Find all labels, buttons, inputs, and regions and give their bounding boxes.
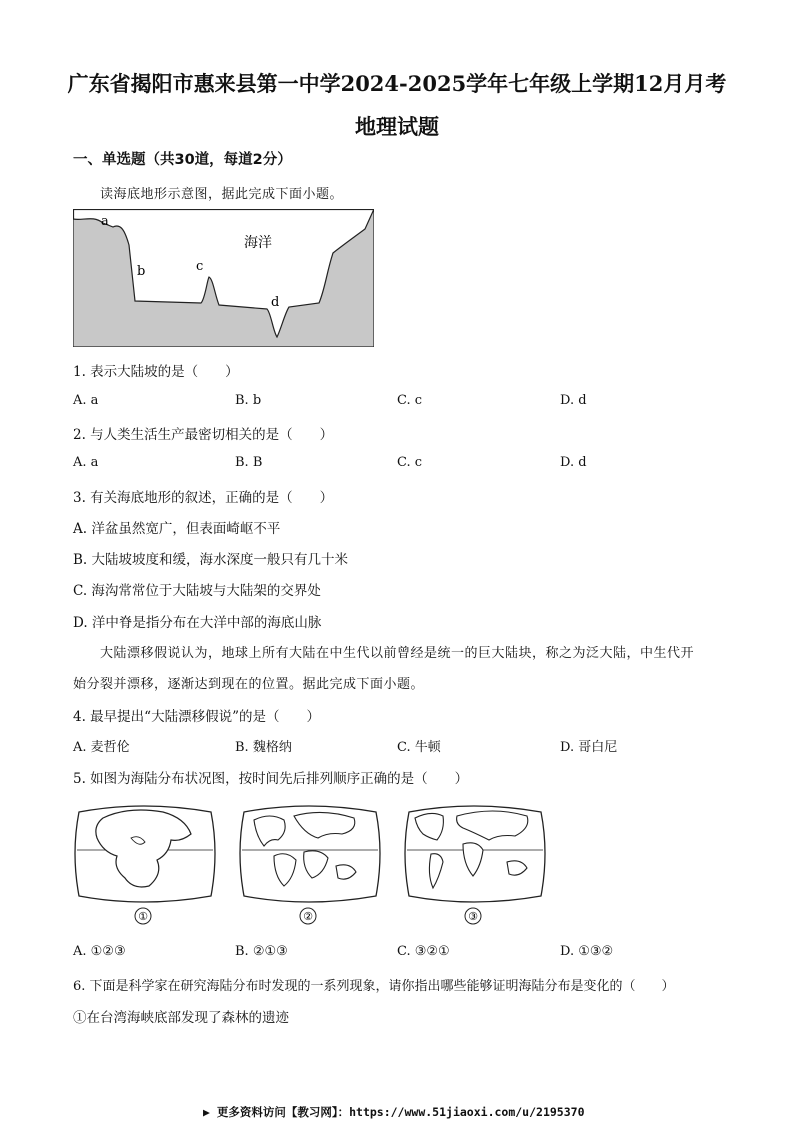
- map-3: [405, 806, 545, 924]
- map-2-label: ②: [303, 910, 313, 923]
- label-c: c: [196, 259, 204, 274]
- map-1-label: ①: [138, 910, 148, 923]
- q4-option-a[interactable]: A. 麦哲伦: [73, 740, 130, 755]
- map-3-label: ③: [468, 910, 478, 923]
- q6-item-1: ①在台湾海峡底部发现了森林的遗迹: [73, 1010, 289, 1026]
- question-4: 4. 最早提出“大陆漂移假说”的是（ ）: [73, 709, 320, 725]
- q2-option-d[interactable]: D. d: [560, 455, 587, 470]
- intro-text-2a: 大陆漂移假说认为，地球上所有大陆在中生代以前曾经是统一的巨大陆块，称之为泛大陆，中生代开: [100, 646, 695, 661]
- q1-option-c[interactable]: C. c: [397, 393, 423, 408]
- question-5: 5. 如图为海陆分布状况图，按时间先后排列顺序正确的是（ ）: [73, 771, 469, 787]
- q5-option-c[interactable]: C. ③②①: [397, 944, 450, 959]
- page-subtitle: 地理试题: [355, 114, 439, 139]
- question-1: 1. 表示大陆坡的是（ ）: [73, 364, 239, 380]
- question-3: 3. 有关海底地形的叙述，正确的是（ ）: [73, 490, 334, 506]
- q4-option-c[interactable]: C. 牛顿: [397, 740, 441, 755]
- q2-option-a[interactable]: A. a: [73, 455, 99, 470]
- page-title: 广东省揭阳市惠来县第一中学2024-2025学年七年级上学期12月月考: [67, 71, 727, 96]
- label-a: a: [101, 214, 109, 229]
- question-6: 6. 下面是科学家在研究海陆分布时发现的一系列现象，请你指出哪些能够证明海陆分布是变化的（ ）: [73, 979, 675, 994]
- map-1: [75, 806, 215, 924]
- intro-text: 读海底地形示意图，据此完成下面小题。: [100, 187, 344, 202]
- label-b: b: [137, 264, 146, 279]
- question-2: 2. 与人类生活生产最密切相关的是（ ）: [73, 427, 334, 443]
- ocean-label: 海洋: [244, 235, 272, 251]
- q3-option-a[interactable]: A. 洋盆虽然宽广，但表面崎岖不平: [73, 521, 281, 537]
- q2-option-c[interactable]: C. c: [397, 455, 423, 470]
- q5-option-b[interactable]: B. ②①③: [235, 944, 288, 959]
- footer-link[interactable]: ▶ 更多资料访问【教习网】：https://www.51jiaoxi.com/u/2195370: [203, 1105, 585, 1119]
- map-2: [240, 806, 380, 924]
- q1-option-b[interactable]: B. b: [235, 393, 262, 408]
- seabed-diagram: [73, 209, 374, 347]
- q1-option-a[interactable]: A. a: [73, 393, 99, 408]
- q4-option-d[interactable]: D. 哥白尼: [560, 740, 618, 755]
- q5-option-d[interactable]: D. ①③②: [560, 944, 614, 959]
- q3-option-c[interactable]: C. 海沟常常位于大陆坡与大陆架的交界处: [73, 583, 321, 599]
- q5-option-a[interactable]: A. ①②③: [73, 944, 126, 959]
- q4-option-b[interactable]: B. 魏格纳: [235, 740, 292, 755]
- continent-maps: [73, 798, 553, 928]
- q1-option-d[interactable]: D. d: [560, 393, 587, 408]
- intro-text-2b: 始分裂并漂移，逐渐达到现在的位置。据此完成下面小题。: [73, 677, 425, 692]
- label-d: d: [271, 295, 280, 310]
- q2-option-b[interactable]: B. B: [235, 455, 263, 470]
- q3-option-b[interactable]: B. 大陆坡坡度和缓，海水深度一般只有几十米: [73, 552, 349, 568]
- section-heading: 一、单选题（共30道，每道2分）: [73, 152, 292, 168]
- q3-option-d[interactable]: D. 洋中脊是指分布在大洋中部的海底山脉: [73, 615, 322, 631]
